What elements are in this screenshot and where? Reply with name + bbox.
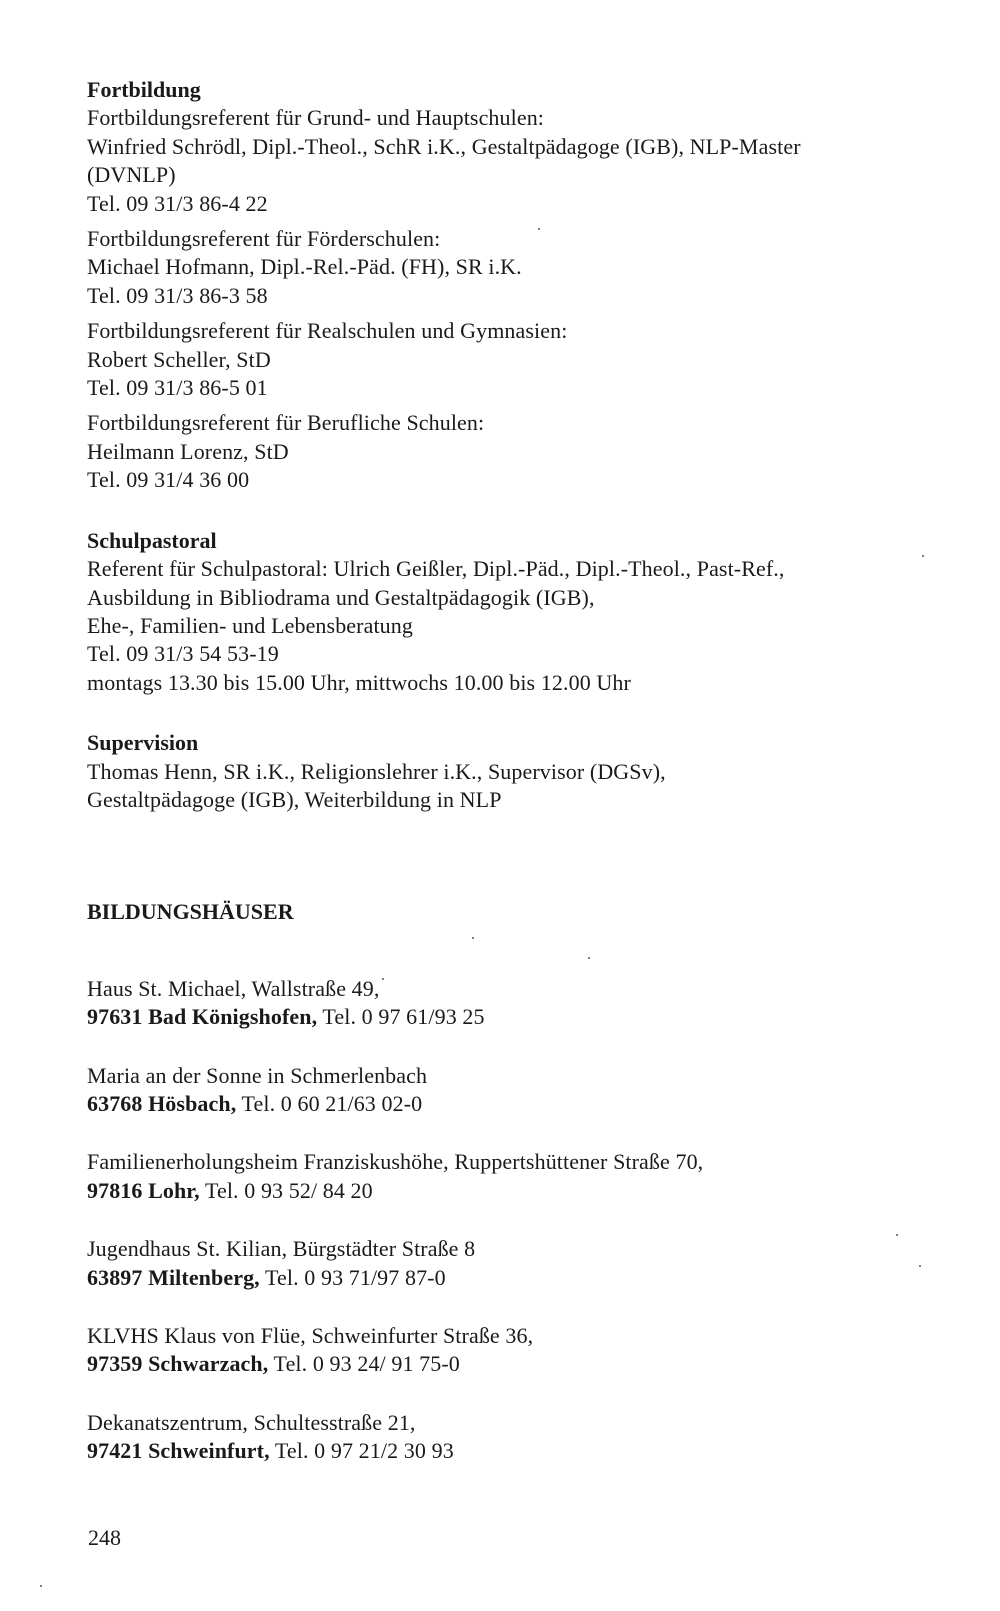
entry-line: Referent für Schulpastoral: Ulrich Geißler, Dipl.-Päd., Dipl.-Theol., Past-Ref., (87, 556, 785, 582)
house-phone: Tel. 0 97 61/93 25 (317, 1004, 485, 1030)
scan-speck (922, 555, 924, 557)
house-address: Familienerholungsheim Franziskushöhe, Ruppertshüttener Straße 70, (87, 1149, 704, 1175)
entry-phone: Tel. 09 31/3 86-3 58 (87, 282, 268, 308)
house-address: Maria an der Sonne in Schmerlenbach (87, 1062, 428, 1088)
house-city-line (87, 1003, 987, 1031)
scan-speck (40, 1585, 42, 1587)
fortbildung-entry-1 (87, 104, 987, 218)
scan-speck (382, 978, 384, 980)
entry-line: Fortbildungsreferent für Realschulen und Gymnasien: (87, 318, 568, 344)
house-city: 63768 Hösbach, (87, 1090, 237, 1116)
entry-line: Gestaltpädagoge (IGB), Weiterbildung in NLP (87, 786, 502, 812)
entry-line: Fortbildungsreferent für Berufliche Schulen: (87, 410, 485, 436)
house-city-line (87, 1437, 987, 1465)
house-address: Dekanatszentrum, Schultesstraße 21, (87, 1409, 416, 1435)
fortbildung-entry-4 (87, 409, 987, 494)
entry-line: Robert Scheller, StD (87, 346, 271, 372)
entry-line: Michael Hofmann, Dipl.-Rel.-Päd. (FH), SR i.K. (87, 254, 522, 280)
scan-speck (588, 957, 590, 959)
office-hours: montags 13.30 bis 15.00 Uhr, mittwochs 10.00 bis 12.00 Uhr (87, 669, 631, 695)
scan-speck (472, 937, 474, 939)
page-number: 248 (88, 1525, 121, 1550)
scan-speck (896, 1234, 898, 1236)
entry-phone: Tel. 09 31/4 36 00 (87, 467, 250, 493)
scan-speck (919, 1265, 921, 1267)
supervision-body (87, 758, 987, 815)
fortbildung-entry-2 (87, 225, 987, 310)
entry-line: (DVNLP) (87, 162, 176, 188)
house-phone: Tel. 0 93 71/97 87-0 (259, 1264, 446, 1290)
entry-line: Ausbildung in Bibliodrama und Gestaltpädagogik (IGB), (87, 584, 595, 610)
house-phone: Tel. 0 93 24/ 91 75-0 (268, 1351, 460, 1377)
house-address: Haus St. Michael, Wallstraße 49, (87, 975, 380, 1001)
entry-line: Ehe-, Familien- und Lebensberatung (87, 612, 413, 638)
entry-line: Heilmann Lorenz, StD (87, 438, 289, 464)
house-entry (87, 1062, 987, 1119)
house-city-line (87, 1090, 987, 1118)
section-heading-supervision: Supervision (87, 730, 199, 756)
entry-line: Winfried Schrödl, Dipl.-Theol., SchR i.K., Gestaltpädagoge (IGB), NLP-Master (87, 133, 801, 159)
house-phone: Tel. 0 93 52/ 84 20 (199, 1177, 373, 1203)
house-phone: Tel. 0 60 21/63 02-0 (236, 1090, 423, 1116)
entry-line: Fortbildungsreferent für Förderschulen: (87, 226, 441, 252)
house-city: 97631 Bad Königshofen, (87, 1004, 318, 1030)
page-content (87, 76, 987, 1466)
house-city: 97816 Lohr, (87, 1177, 200, 1203)
entry-phone: Tel. 09 31/3 86-5 01 (87, 375, 268, 401)
house-city-line (87, 1350, 987, 1378)
entry-line: Fortbildungsreferent für Grund- und Hauptschulen: (87, 105, 545, 131)
house-address: KLVHS Klaus von Flüe, Schweinfurter Straße 36, (87, 1323, 534, 1348)
house-city-line (87, 1264, 987, 1292)
house-city: 63897 Miltenberg, (87, 1264, 260, 1290)
scan-speck (538, 228, 540, 230)
house-entry (87, 1235, 987, 1292)
entry-line: Thomas Henn, SR i.K., Religionslehrer i.K., Supervisor (DGSv), (87, 758, 666, 784)
house-entry (87, 975, 987, 1032)
section-heading-fortbildung: Fortbildung (87, 77, 201, 102)
house-entry (87, 1409, 987, 1466)
house-city-line (87, 1177, 987, 1205)
section-heading-schulpastoral: Schulpastoral (87, 527, 217, 553)
house-phone: Tel. 0 97 21/2 30 93 (269, 1438, 454, 1464)
fortbildung-entry-3 (87, 317, 987, 402)
house-city: 97421 Schweinfurt, (87, 1438, 270, 1464)
house-entry (87, 1322, 987, 1379)
house-entry (87, 1148, 987, 1205)
house-city: 97359 Schwarzach, (87, 1351, 269, 1377)
entry-phone: Tel. 09 31/3 86-4 22 (87, 190, 268, 216)
house-address: Jugendhaus St. Kilian, Bürgstädter Straße 8 (87, 1236, 476, 1262)
schulpastoral-body (87, 555, 987, 697)
entry-phone: Tel. 09 31/3 54 53-19 (87, 641, 279, 667)
section-heading-bildungshaeuser: BILDUNGSHÄUSER (87, 899, 294, 925)
